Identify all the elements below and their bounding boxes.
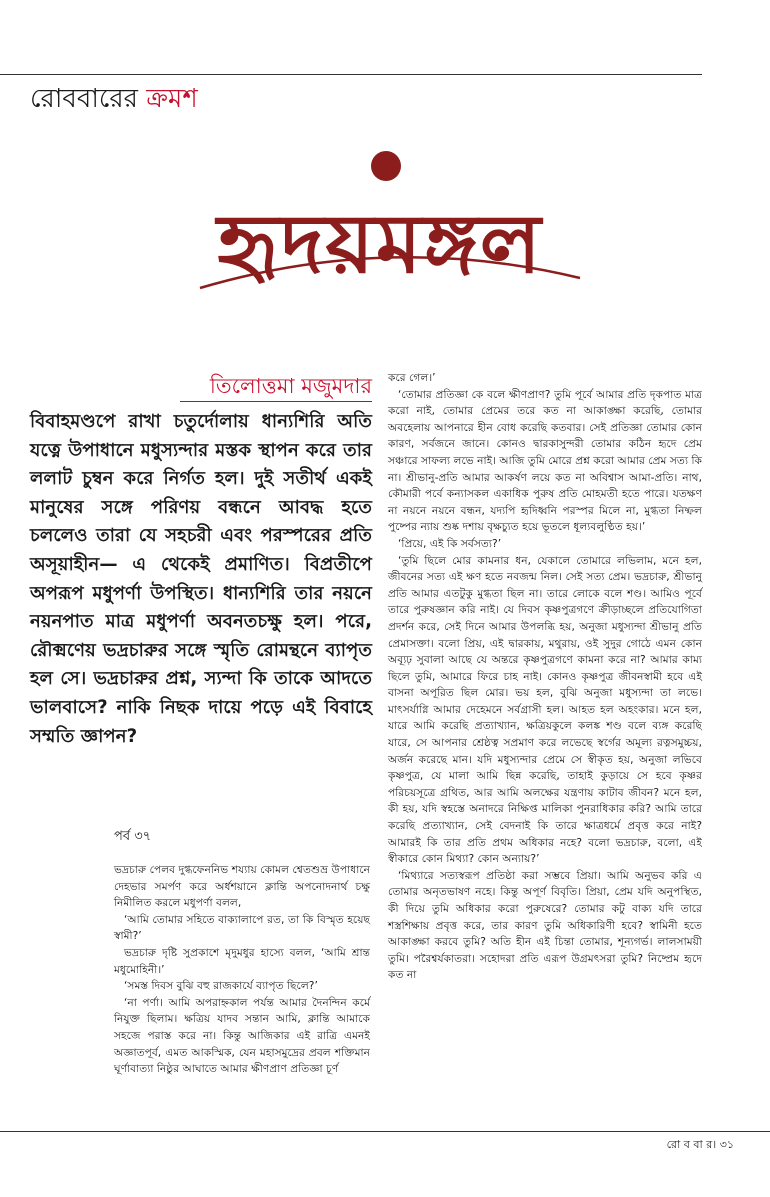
- right-paragraph: ‘প্রিয়ে, এই কি সর্বসত্য?’: [398, 536, 502, 550]
- section-label-accent: ক্রমশ: [146, 84, 198, 114]
- right-paragraph: ‘তোমার প্রতিজ্ঞা কে বলে ক্ষীণপ্রাণ? তুমি পূর্বে আমার প্রতি দৃকপাত মাত্র করো নাই, তোমার প্রেমের তরে কত না আকাঙ্ক্ষা করেছি, তোমার অবহেলায় আপনারে হীন বোধ করেছি কতবার। সেই প্রতিজ্ঞা তোমার কোন কারণ, সর্বজনে জানে। কোনও দ্বারকাসুন্দরী তোমার কঠিন হৃদে প্রেম সঞ্চারে সাফল্য লভে নাই। আজি তুমি মোরে প্রশ্ন করো আমার প্রেম সত্য কি না। শ্রীভানু-প্রতি আমার আকর্ষণ লয়ে কত না অবিশ্বাস আমা-প্রতি। নাথ, কৌমারী পর্বে কন্যাসকল একাধিক পুরুষ প্রতি মোহমতী হতে পারে। যতক্ষণ না নয়নে নয়নে বন্ধন, যদ্যপি হৃদিধ্বনি পরস্পর মিলে না, মুগ্ধতা নিষ্ফল পুষ্পের ন্যায় শুষ্ক দশায় বৃক্ষচ্যুত হয়ে ভূতলে ধূল্যবলুণ্ঠিত হয়।’: [388, 387, 702, 534]
- chapter-label: পর্ব ৩৭: [114, 829, 152, 844]
- left-paragraph: ‘না পর্ণা। আমি অপরাহ্নকাল পর্যন্ত আমার দৈনন্দিন কর্মে নিযুক্ত ছিলাম। ক্ষত্রিয় যাদব সন্তান আমি, ক্লান্তি আমাকে সহজে পরাস্ত করে না। কিন্তু আজিকার এই রাত্রি এমনই অজ্ঞাতপূর্ব, এমত আকস্মিক, যেন মহাসমুদ্রের প্রবল শক্তিমান ঘূর্ণাবাত্যা নিষ্ঠুর আঘাতে আমার ক্ষীণপ্রাণ প্রতিজ্ঞা চূর্ণ: [114, 995, 370, 1076]
- intro-summary: [30, 408, 372, 751]
- byline: [180, 372, 372, 402]
- left-paragraph: ভদ্রচারু পেলব দুগ্ধফেননিভ শয্যায় কোমল শ্বেতশুভ্র উপাধানে দেহভার সমর্পণ করে অর্ধশয়ানে ক্লান্তি অপনোদনার্থ চক্ষু নিমীলিত করলে মধুপর্ণা বলল,: [114, 863, 370, 910]
- page-folio: রো ব বা র। ৩১: [666, 1138, 734, 1151]
- section-label-main: রোববারের: [30, 84, 147, 114]
- byline-rule: [180, 401, 372, 402]
- left-paragraph: ভদ্রচারু দৃষ্টি সুপ্রকাশে মৃদুমধুর হাস্যে বলল, ‘আমি শ্রান্ত মধুমোহিনী।’: [114, 945, 370, 976]
- intro-text: বিবাহমণ্ডপে রাখা চতুর্দোলায় ধান্যশিরি অতি যত্নে উপাধানে মধুস্যন্দার মস্তক স্থাপন করে তার ললাট চুম্বন করে নির্গত হল। দুই সতীর্থ একই মানুষের সঙ্গে পরিণয় বন্ধনে আবদ্ধ হতে চললেও তারা যে সহচরী এবং পরস্পরের প্রতি অসূয়াহীন— এ থেকেই প্রমাণিত। বিপ্রতীপে অপরূপ মধুপর্ণা উপস্থিত। ধান্যশিরি তার নয়নে নয়নপাত মাত্র মধুপর্ণা অবনতচক্ষু হল। পরে, রৌক্মণেয় ভদ্রচারুর সঙ্গে স্মৃতি রোমন্থনে ব্যাপৃত হল সে। ভদ্রচারুর প্রশ্ন, স্যন্দা কি তাকে আদতে ভালবাসে? নাকি নিছক দায়ে পড়ে এই বিবাহে সম্মতি জ্ঞাপন?: [30, 411, 372, 747]
- left-paragraph: ‘সমস্ত দিবস বুঝি বহু রাজকার্যে ব্যাপৃত ছিলে?’: [124, 979, 318, 993]
- right-paragraph: ‘তুমি ছিলে মোর কামনার ধন, যেকালে তোমারে লভিলাম, মনে হল, জীবনের সত্য এই ক্ষণ হতে নবজন্ম নিল। সেই সত্য প্রেম। ভদ্রচারু, শ্রীভানু প্রতি আমার এতটুকু মুগ্ধতা ছিল না। তারে লোকে বলে শণ্ড। আমিও পূর্বে তারে পুরুষজ্ঞান করি নাই। যে দিবস কৃষ্ণপুত্রগণে ক্রীড়াচ্ছলে প্রতিযোগিতা প্রদর্শন করে, সেই দিনে আমার উপলব্ধি হয়, অনুজা মধুস্যন্দা শ্রীভানু প্রতি প্রেমাসক্তা। বলো প্রিয়, এই দ্বারকায়, মথুরায়, ওই সুদুর গোঠে এমন কোন অব্যূঢ় সুবালা আছে যে অন্তরে কৃষ্ণপুত্রগণে কামনা করে না? আমার কাম্য ছিলে তুমি, আমারে ফিরে চাহ নাই। কোনও কৃষ্ণপুত্র জীবনস্বামী হবে এই বাসনা অপূরিত ছিল মোর। ভয় হল, বুঝি অনুজা মধুস্যন্দা তা লভে। মাৎসর্যাগ্নি আমার দেহেমনে সর্বগ্রাসী হল। আহত হল অহংকার। মনে হল, যারে আমি করেছি প্রত্যাখ্যান, ক্ষত্রিয়কুলে কলঙ্ক শণ্ড বলে ব্যঙ্গ করেছি যারে, সে আপনার শ্রেষ্ঠত্ব সপ্রমাণ করে লভেছে স্বর্গের অমূল্য রত্নসমুচ্চয়, অর্জন করেছে মান। যদি মধুস্যন্দার প্রেমে সে স্বীকৃত হয়, অনুজা লভিবে কৃষ্ণপুত্র, যে মালা আমি ছিন্ন করেছি, তাহাই কুড়ায়ে সে হবে কৃষ্ণর পরিচয়সূত্রে গ্রথিত, আর আমি অলক্ষের যন্ত্রণায় কাটাব জীবন? মনে হল, কী হয়, যদি স্বহস্তে অনাদরে নিক্ষিপ্ত মালিকা পুনরাধিকার করি? আমি তারে করেছি প্রত্যাখ্যান, সেই বেদনাই কি তারে ক্ষাত্রধর্মে প্রবৃত্ত করে নাই? আমারই কি তার প্রতি প্রথম অধিকার নহে? বলো ভদ্রচারু, বলো, এই স্বীকারে কোন মিথ্যা? কোন অন্যায়?’: [388, 553, 702, 866]
- right-column: [388, 370, 702, 984]
- section-label: [30, 82, 198, 116]
- masthead-title: হৃদয়মঙ্গল: [217, 197, 543, 292]
- top-rule: [0, 74, 702, 75]
- right-paragraph: করে গেল।’: [388, 371, 436, 384]
- right-paragraph: ‘মিথ্যারে সত্যস্বরূপ প্রতিষ্ঠা করা সম্ভবে প্রিয়া। আমি অনুভব করি এ তোমার অনৃতভাষণ নহে। কিন্তু অপূর্ণ বিবৃতি। প্রিয়া, প্রেম যদি অনুপস্থিত, কী দিয়ে তুমি অধিকার করো পুরুষেরে? তোমার কটু বাক্য যদি তারে শস্ত্রশিক্ষায় প্রবৃত্ত করে, তার কারণ তুমি অধিকারিণী হবে? স্বামিনী হতে আকাঙ্ক্ষা করবে তুমি? অতি হীন এই চিন্তা তোমার, শূন্যগর্ভ। লালসাময়ী তুমি। পরৈশ্বর্যকাতরা। সহোদরা প্রতি এরূপ উগ্রমৎসরা তুমি? নিষ্প্রেম হৃদে কত না: [388, 868, 702, 982]
- bottom-rule: [0, 1131, 770, 1132]
- left-paragraph: ‘আমি তোমার সহিতে বাক্যালাপে রত, তা কি বিস্মৃত হয়েছ স্বামী?’: [114, 912, 370, 943]
- author-name: তিলোত্তমা মজুমদার: [209, 374, 372, 398]
- masthead: [160, 150, 600, 300]
- left-column: [114, 862, 370, 1078]
